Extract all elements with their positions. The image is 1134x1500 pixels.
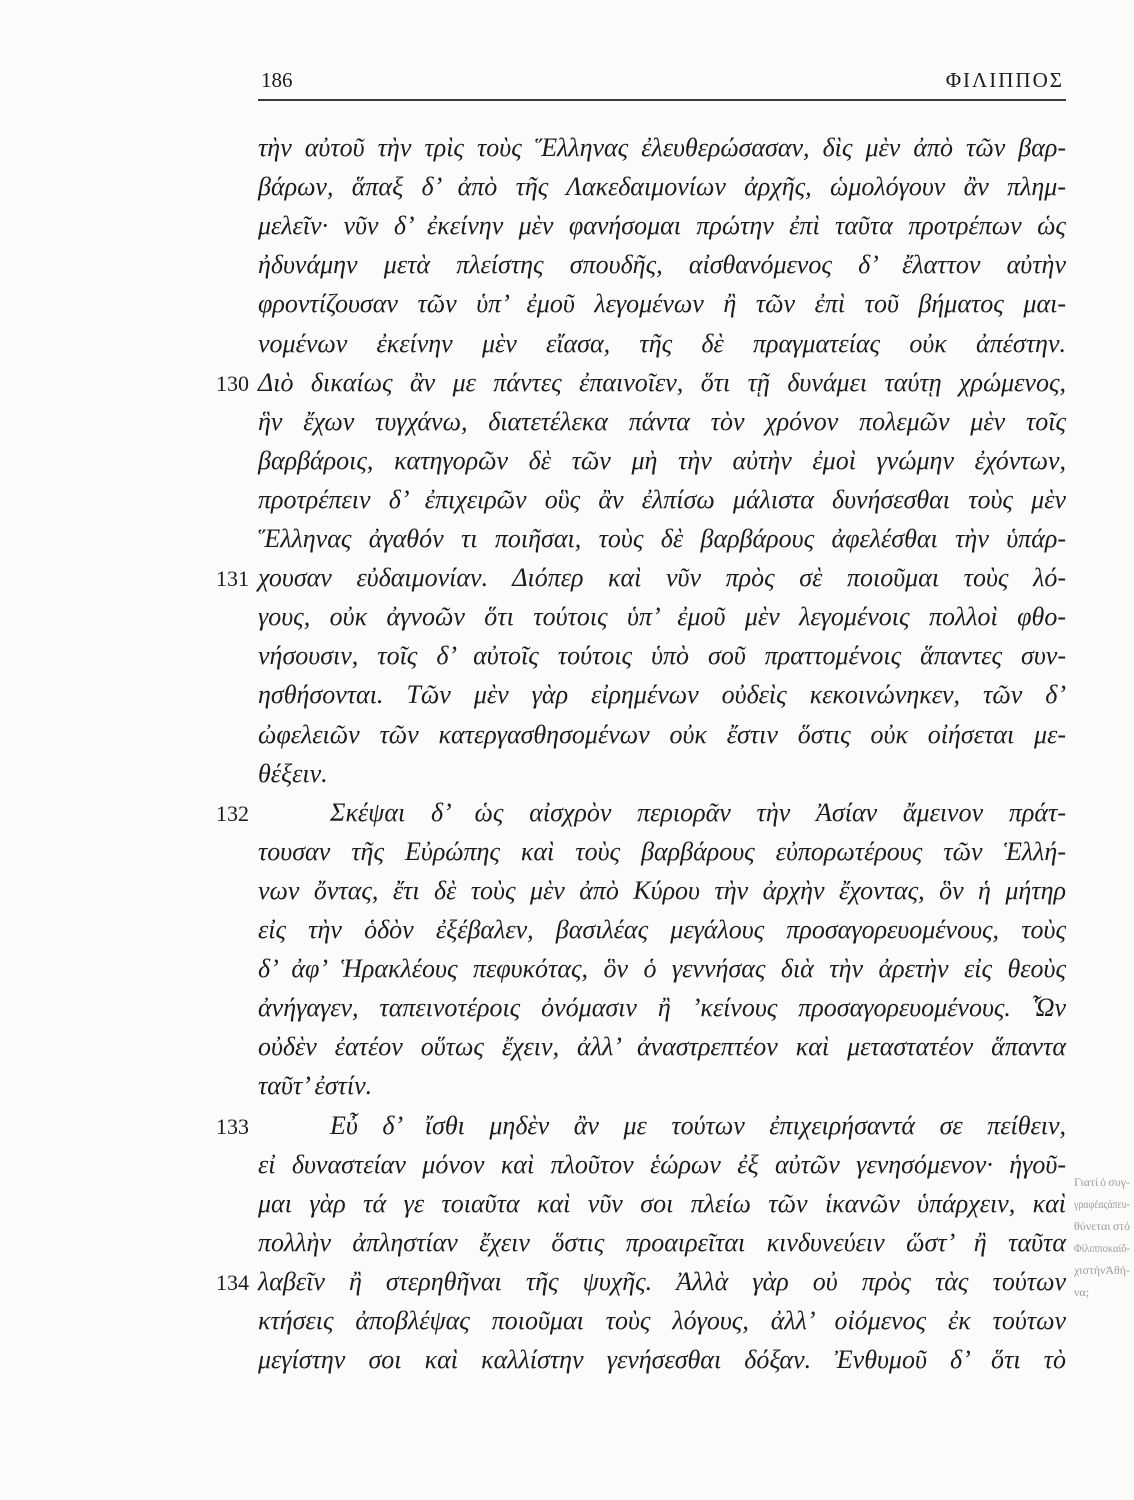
section-number: 132	[216, 800, 249, 826]
body-line	[0, 754, 1134, 793]
line-text: λαβεῖν ἢ στερηθῆναι τῆς ψυχῆς. Ἀλλὰ γὰρ οὐ πρὸς τὰς τούτων	[258, 1266, 1066, 1296]
margin-note-line: Φίλιππο καί ὄ-	[1074, 1241, 1130, 1255]
body-line	[0, 675, 1134, 714]
margin-note-line: να;	[1074, 1285, 1090, 1299]
body-line	[0, 128, 1134, 167]
line-text: Σκέψαι δ’ ὡς αἰσχρὸν περιορᾶν τὴν Ἀσίαν ἄμεινον πράτ-	[330, 797, 1066, 827]
line-text: εἰς τὴν ὁδὸν ἐξέβαλεν, βασιλέας μεγάλους προσαγορευομένους, τοὺς	[258, 915, 1066, 944]
line-text: νων ὄντας, ἔτι δὲ τοὺς μὲν ἀπὸ Κύρου τὴν ἀρχὴν ἔχοντας, ὃν ἡ μήτηρ	[258, 875, 1066, 905]
body-line	[0, 245, 1134, 284]
section-number: 133	[216, 1113, 249, 1139]
body-line	[0, 1223, 1134, 1262]
body-line	[0, 558, 1134, 597]
line-text: μαι γὰρ τά γε τοιαῦτα καὶ νῦν σοι πλείω τῶν ἱκανῶν ὑπάρχειν, καὶ	[258, 1188, 1066, 1218]
body-line	[0, 1106, 1134, 1145]
line-text: Διὸ δικαίως ἂν με πάντες ἐπαινοῖεν, ὅτι τῇ δυνάμει ταύτῃ χρώμενος,	[258, 367, 1066, 397]
line-text: ταῦτ’ ἐστίν.	[258, 1071, 373, 1101]
line-text: βάρων, ἅπαξ δ’ ἀπὸ τῆς Λακεδαιμονίων ἀρχῆς, ὡμολόγουν ἂν πλημ-	[258, 172, 1066, 202]
body-line	[0, 363, 1134, 402]
line-text: ἣν ἔχων τυγχάνω, διατετέλεκα πάντα τὸν χρόνον πολεμῶν μὲν τοῖς	[258, 406, 1066, 436]
body-line	[0, 1262, 1134, 1301]
line-text: γους, οὐκ ἀγνοῶν ὅτι τούτοις ὑπ’ ἐμοῦ μὲν λεγομένοις πολλοὶ φθο-	[258, 602, 1066, 632]
line-text: Ἕλληνας ἀγαθόν τι ποιῆσαι, τοὺς δὲ βαρβάρους ἀφελέσθαι τὴν ὑπάρ-	[258, 524, 1066, 553]
line-text: ἀνήγαγεν, ταπεινοτέροις ὀνόμασιν ἢ ’κείνους προσαγορευομένους. Ὧν	[258, 993, 1066, 1023]
line-text: ἠδυνάμην μετὰ πλείστης σπουδῆς, αἰσθανόμενος δ’ ἔλαττον αὐτὴν	[258, 250, 1066, 280]
margin-note-line: θύνεται στό	[1074, 1219, 1130, 1233]
body-line	[0, 1340, 1134, 1379]
body-line	[0, 910, 1134, 949]
body-line	[0, 1027, 1134, 1066]
body-line	[0, 1066, 1134, 1105]
body-line	[0, 324, 1134, 363]
line-text: τὴν αὐτοῦ τὴν τρὶς τοὺς Ἕλληνας ἐλευθερώσασαν, δὶς μὲν ἀπὸ τῶν βαρ-	[258, 133, 1066, 162]
line-text: πολλὴν ἀπληστίαν ἔχειν ὅστις προαιρεῖται κινδυνεύειν ὥστ’ ἢ ταῦτα	[258, 1227, 1066, 1257]
margin-note-line: γραφέας ἀπευ-	[1074, 1197, 1130, 1211]
body-line	[0, 636, 1134, 675]
line-text: ησθήσονται. Τῶν μὲν γὰρ εἰρημένων οὐδεὶς κεκοινώνηκεν, τῶν δ’	[258, 680, 1066, 710]
line-text: δ’ ἀφ’ Ἡρακλέους πεφυκότας, ὃν ὁ γεννήσας διὰ τὴν ἀρετὴν εἰς θεοὺς	[258, 954, 1066, 984]
body-line	[0, 402, 1134, 441]
line-text: νήσουσιν, τοῖς δ’ αὐτοῖς τούτοις ὑπὸ σοῦ πραττομένοις ἅπαντες συν-	[258, 641, 1066, 671]
margin-note-line: Γιατί ὁ συγ-	[1074, 1175, 1130, 1189]
line-text: προτρέπειν δ’ ἐπιχειρῶν οὓς ἂν ἐλπίσω μάλιστα δυνήσεσθαι τοὺς μὲν	[258, 484, 1066, 514]
line-text: μελεῖν· νῦν δ’ ἐκείνην μὲν φανήσομαι πρώτην ἐπὶ ταῦτα προτρέπων ὡς	[258, 211, 1066, 241]
line-text: εἰ δυναστείαν μόνον καὶ πλοῦτον ἑώρων ἐξ αὐτῶν γενησόμενον· ἡγοῦ-	[258, 1149, 1066, 1179]
body-line	[0, 167, 1134, 206]
section-number: 130	[216, 370, 249, 396]
page-number: 186	[261, 68, 293, 92]
body-line	[0, 597, 1134, 636]
line-text: οὐδὲν ἐατέον οὕτως ἔχειν, ἀλλ’ ἀναστρεπτέον καὶ μεταστατέον ἅπαντα	[258, 1032, 1066, 1062]
section-number: 134	[216, 1269, 249, 1295]
running-title: ΦΙΛΙΠΠΟΣ	[945, 68, 1064, 92]
body-line	[0, 519, 1134, 558]
line-text: νομένων ἐκείνην μὲν εἴασα, τῆς δὲ πραγματείας οὐκ ἀπέστην.	[258, 328, 1066, 358]
body-line	[0, 988, 1134, 1027]
line-text: Εὖ δ’ ἴσθι μηδὲν ἂν με τούτων ἐπιχειρήσαντά σε πείθειν,	[330, 1110, 1066, 1140]
body-line	[0, 441, 1134, 480]
body-line	[0, 871, 1134, 910]
body-line	[0, 715, 1134, 754]
body-line	[0, 832, 1134, 871]
body-line	[0, 949, 1134, 988]
line-text: μεγίστην σοι καὶ καλλίστην γενήσεσθαι δόξαν. Ἐνθυμοῦ δ’ ὅτι τὸ	[258, 1345, 1066, 1375]
line-text: θέξειν.	[258, 758, 328, 788]
body-line	[0, 480, 1134, 519]
margin-note	[1074, 1171, 1130, 1303]
line-text: ὠφελειῶν τῶν κατεργασθησομένων οὐκ ἔστιν ὅστις οὐκ οἰήσεται με-	[258, 719, 1066, 749]
line-text: φροντίζουσαν τῶν ὑπ’ ἐμοῦ λεγομένων ἢ τῶν ἐπὶ τοῦ βήματος μαι-	[258, 289, 1066, 319]
body-line	[0, 1145, 1134, 1184]
body-line	[0, 1184, 1134, 1223]
line-text: βαρβάροις, κατηγορῶν δὲ τῶν μὴ τὴν αὐτὴν ἐμοὶ γνώμην ἐχόντων,	[258, 445, 1066, 475]
section-number: 131	[216, 566, 249, 592]
line-text: τουσαν τῆς Εὐρώπης καὶ τοὺς βαρβάρους εὐπορωτέρους τῶν Ἑλλή-	[258, 836, 1066, 866]
line-text: χουσαν εὐδαιμονίαν. Διόπερ καὶ νῦν πρὸς σὲ ποιοῦμαι τοὺς λό-	[258, 563, 1066, 593]
body-line	[0, 284, 1134, 323]
header-rule	[258, 99, 1066, 101]
body-line	[0, 1301, 1134, 1340]
body-line	[0, 793, 1134, 832]
body-line	[0, 206, 1134, 245]
line-text: κτήσεις ἀποβλέψας ποιοῦμαι τοὺς λόγους, ἀλλ’ οἰόμενος ἐκ τούτων	[258, 1306, 1066, 1335]
margin-note-line: χι στήν Ἀθή-	[1074, 1263, 1130, 1277]
